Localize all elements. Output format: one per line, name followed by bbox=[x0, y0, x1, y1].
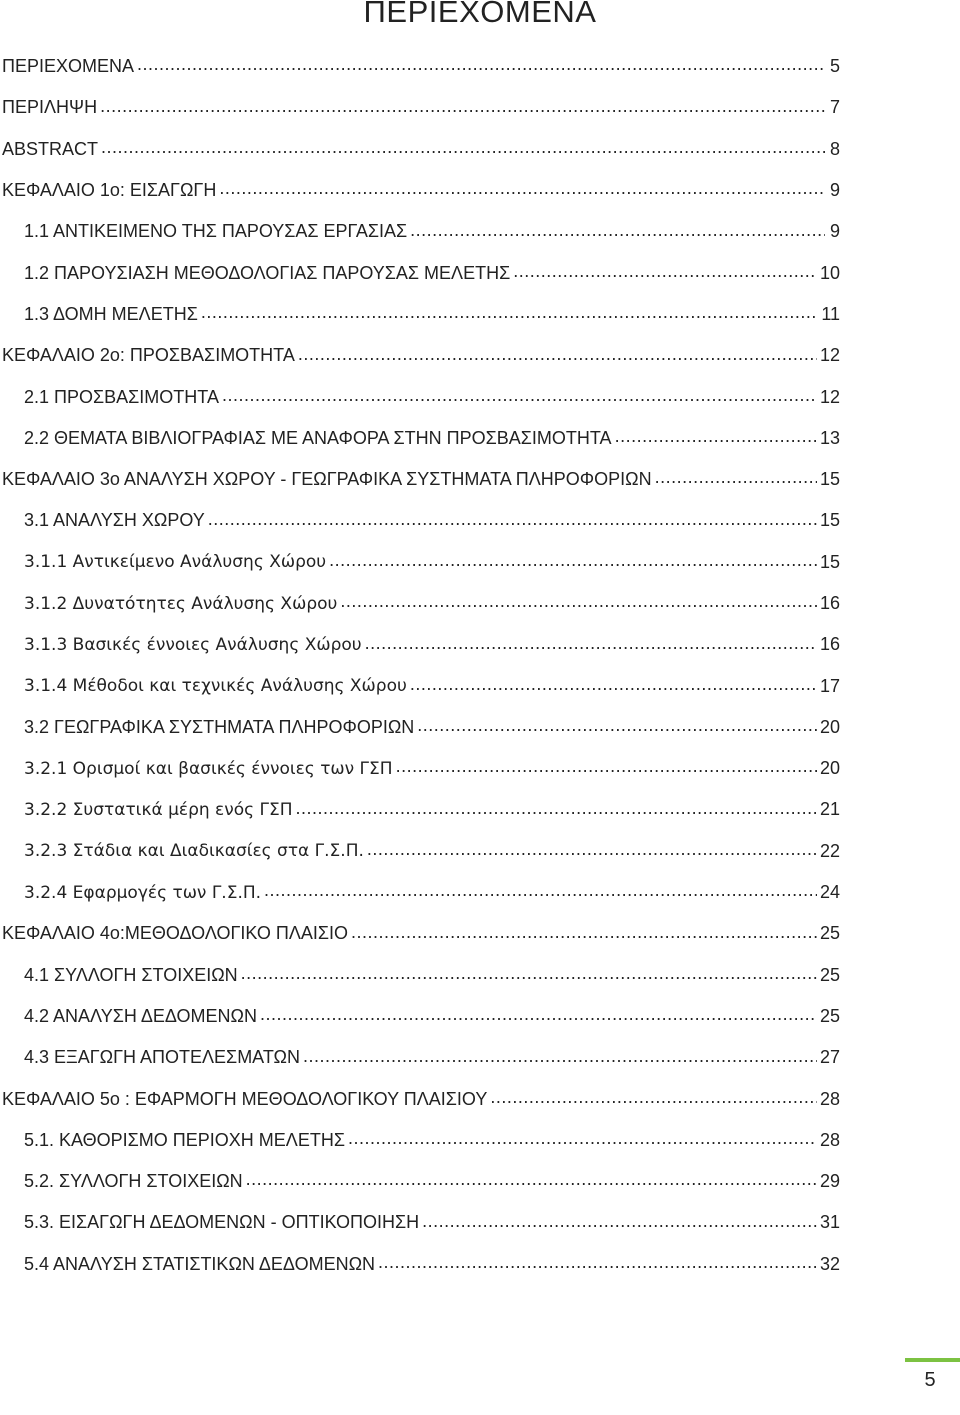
toc-entry-label: ΚΕΦΑΛΑΙΟ 2ο: ΠΡΟΣΒΑΣΙΜΟΤΗΤΑ bbox=[2, 345, 295, 366]
toc-entry-page: 15 bbox=[819, 469, 840, 490]
toc-entry-label: 2.1 ΠΡΟΣΒΑΣΙΜΟΤΗΤΑ bbox=[24, 386, 219, 407]
toc-entry-label: ΚΕΦΑΛΑΙΟ 5ο : ΕΦΑΡΜΟΓΗ ΜΕΘΟΔΟΛΟΓΙΚΟΥ ΠΛΑΙΣΙΟΥ bbox=[2, 1088, 488, 1109]
toc-entry-page: 16 bbox=[819, 634, 840, 655]
toc-entry[interactable] bbox=[0, 624, 840, 665]
toc-entry[interactable] bbox=[0, 170, 840, 211]
toc-entry-page: 7 bbox=[829, 97, 840, 118]
toc-entry[interactable] bbox=[0, 500, 840, 541]
toc-entry-page: 27 bbox=[819, 1047, 840, 1068]
toc-entry[interactable] bbox=[0, 1202, 840, 1243]
toc-entry[interactable] bbox=[0, 1120, 840, 1161]
toc-entry-label: ΠΕΡΙΕΧΟΜΕΝΑ bbox=[2, 56, 135, 77]
toc-entry[interactable] bbox=[0, 583, 840, 624]
dot-leader bbox=[303, 1047, 817, 1069]
dot-leader bbox=[417, 717, 817, 739]
toc-entry-page: 10 bbox=[819, 262, 840, 283]
toc-entry-page: 20 bbox=[819, 758, 840, 779]
dot-leader bbox=[100, 97, 825, 119]
toc-entry-page: 15 bbox=[819, 551, 840, 572]
toc-entry[interactable] bbox=[0, 376, 840, 417]
toc-entry-label: 3.1.1 Αντικείμενο Ανάλυσης Χώρου bbox=[24, 552, 327, 573]
toc-entry[interactable] bbox=[0, 955, 840, 996]
toc-entry-page: 5 bbox=[829, 56, 840, 77]
toc-entry-label: ABSTRACT bbox=[2, 138, 99, 159]
toc-entry-label: 3.2.3 Στάδια και Διαδικασίες στα Γ.Σ.Π. bbox=[24, 841, 364, 862]
toc-entry-page: 22 bbox=[819, 840, 840, 861]
toc-entry-label: 5.1. ΚΑΘΟΡΙΣΜΟ ΠΕΡΙΟΧΗ ΜΕΛΕΤΗΣ bbox=[24, 1129, 345, 1150]
dot-leader bbox=[410, 221, 825, 243]
dot-leader bbox=[340, 593, 817, 615]
dot-leader bbox=[365, 634, 817, 656]
dot-leader bbox=[367, 840, 817, 862]
toc-entry-page: 16 bbox=[819, 593, 840, 613]
toc-entry-page: 25 bbox=[819, 1005, 840, 1026]
dot-leader bbox=[351, 923, 817, 945]
dot-leader bbox=[615, 428, 817, 450]
toc-entry-page: 24 bbox=[819, 882, 840, 903]
toc-entry-label: 1.3 ΔΟΜΗ ΜΕΛΕΤΗΣ bbox=[24, 303, 198, 324]
toc-entry-page: 28 bbox=[819, 1088, 840, 1109]
toc-entry-page: 9 bbox=[829, 180, 840, 201]
toc-entry[interactable] bbox=[0, 789, 840, 830]
toc-entry-page: 15 bbox=[819, 510, 840, 531]
toc-entry-page: 17 bbox=[819, 675, 840, 696]
toc-entry[interactable] bbox=[0, 129, 840, 170]
toc-entry-label: 1.2 ΠΑΡΟΥΣΙΑΣΗ ΜΕΘΟΔΟΛΟΓΙΑΣ ΠΑΡΟΥΣΑΣ ΜΕΛΕΤΗΣ bbox=[24, 262, 511, 283]
toc-entry[interactable] bbox=[0, 1161, 840, 1202]
dot-leader bbox=[490, 1088, 817, 1110]
toc-entry-label: ΚΕΦΑΛΑΙΟ 3ο ΑΝΑΛΥΣΗ ΧΩΡΟΥ - ΓΕΩΓΡΑΦΙΚΑ ΣΥΣΤΗΜΑΤΑ ΠΛΗΡΟΦΟΡΙΩΝ bbox=[2, 469, 652, 490]
dot-leader bbox=[246, 1171, 817, 1193]
dot-leader bbox=[241, 964, 817, 986]
toc-entry-page: 20 bbox=[819, 716, 840, 737]
dot-leader bbox=[137, 56, 825, 78]
dot-leader bbox=[260, 1006, 817, 1028]
dot-leader bbox=[329, 551, 817, 573]
toc-entry-label: 3.1 ΑΝΑΛΥΣΗ ΧΩΡΟΥ bbox=[24, 510, 205, 531]
toc-entry-page: 11 bbox=[821, 303, 840, 324]
toc-entry[interactable] bbox=[0, 996, 840, 1037]
toc-entry-page: 21 bbox=[819, 799, 840, 820]
toc-entry-page: 12 bbox=[819, 345, 840, 366]
toc-entry-label: 3.1.4 Μέθοδοι και τεχνικές Ανάλυσης Χώρου bbox=[24, 676, 407, 697]
dot-leader bbox=[348, 1130, 817, 1152]
toc-entry-page: 25 bbox=[819, 964, 840, 985]
dot-leader bbox=[264, 882, 817, 904]
toc-entry-label: 4.3 ΕΞΑΓΩΓΗ ΑΠΟΤΕΛΕΣΜΑΤΩΝ bbox=[24, 1047, 300, 1068]
toc-entry-label: ΠΕΡΙΛΗΨΗ bbox=[2, 97, 98, 118]
toc-entry-page: 29 bbox=[819, 1171, 840, 1192]
dot-leader bbox=[208, 510, 817, 532]
toc-entry-label: 1.1 ΑΝΤΙΚΕΙΜΕΝΟ ΤΗΣ ΠΑΡΟΥΣΑΣ ΕΡΓΑΣΙΑΣ bbox=[24, 221, 408, 242]
toc-entry-label: 3.2.4 Εφαρμογές των Γ.Σ.Π. bbox=[24, 882, 262, 903]
toc-entry-label: 3.2.1 Ορισμοί και βασικές έννοιες των ΓΣΠ bbox=[24, 758, 393, 779]
toc-entry[interactable] bbox=[0, 707, 840, 748]
toc-entry[interactable] bbox=[0, 872, 840, 913]
dot-leader bbox=[219, 180, 825, 202]
toc-entry-label: ΚΕΦΑΛΑΙΟ 1ο: ΕΙΣΑΓΩΓΗ bbox=[2, 180, 217, 201]
toc-entry[interactable] bbox=[0, 665, 840, 706]
toc-entry[interactable] bbox=[0, 211, 840, 252]
dot-leader bbox=[101, 138, 825, 160]
toc-entry[interactable] bbox=[0, 913, 840, 954]
toc-entry-label: 5.4 ΑΝΑΛΥΣΗ ΣΤΑΤΙΣΤΙΚΩΝ ΔΕΔΟΜΕΝΩΝ bbox=[24, 1253, 376, 1274]
page-number: 5 bbox=[924, 1369, 936, 1391]
toc-entry[interactable] bbox=[0, 418, 840, 459]
dot-leader bbox=[296, 799, 817, 821]
dot-leader bbox=[422, 1212, 817, 1234]
toc-entry-label: 5.2. ΣΥΛΛΟΓΗ ΣΤΟΙΧΕΙΩΝ bbox=[24, 1171, 243, 1192]
toc-entry-label: ΚΕΦΑΛΑΙΟ 4ο:ΜΕΘΟΔΟΛΟΓΙΚΟ ΠΛΑΙΣΙΟ bbox=[2, 923, 349, 944]
toc-entry[interactable] bbox=[0, 1037, 840, 1078]
dot-leader bbox=[201, 304, 818, 326]
toc-entry[interactable] bbox=[0, 335, 840, 376]
toc-entry-label: 3.2 ΓΕΩΓΡΑΦΙΚΑ ΣΥΣΤΗΜΑΤΑ ΠΛΗΡΟΦΟΡΙΩΝ bbox=[24, 716, 415, 737]
toc-entry-label: 3.2.2 Συστατικά μέρη ενός ΓΣΠ bbox=[24, 799, 293, 820]
toc-entry[interactable] bbox=[0, 252, 840, 293]
toc-entry-page: 25 bbox=[819, 923, 840, 944]
dot-leader bbox=[410, 675, 817, 697]
dot-leader bbox=[222, 386, 817, 408]
toc-entry-page: 28 bbox=[819, 1129, 840, 1150]
toc-entry-page: 12 bbox=[819, 386, 840, 407]
toc-entry[interactable] bbox=[0, 831, 840, 872]
dot-leader bbox=[298, 345, 817, 367]
toc-entry[interactable] bbox=[0, 459, 840, 500]
page-title: ΠΕΡΙΕΧΟΜΕΝΑ bbox=[363, 0, 597, 29]
toc-entry-label: 5.3. ΕΙΣΑΓΩΓΗ ΔΕΔΟΜΕΝΩΝ - ΟΠΤΙΚΟΠΟΙΗΣΗ bbox=[24, 1212, 420, 1233]
toc-entry-page: 13 bbox=[819, 427, 840, 448]
toc-entry-label: 2.2 ΘΕΜΑΤΑ ΒΙΒΛΙΟΓΡΑΦΙΑΣ ΜΕ ΑΝΑΦΟΡΑ ΣΤΗΝ ΠΡΟΣΒΑΣΙΜΟΤΗΤΑ bbox=[24, 427, 612, 448]
dot-leader bbox=[655, 469, 817, 491]
table-of-contents bbox=[0, 46, 840, 1285]
dot-leader bbox=[396, 758, 817, 780]
toc-entry-label: 3.1.2 Δυνατότητες Ανάλυσης Χώρου bbox=[24, 593, 338, 614]
toc-entry-page: 8 bbox=[829, 138, 840, 159]
dot-leader bbox=[378, 1253, 817, 1275]
toc-entry-page: 9 bbox=[829, 221, 840, 242]
toc-entry[interactable] bbox=[0, 1078, 840, 1119]
toc-entry[interactable] bbox=[0, 46, 840, 87]
toc-entry[interactable] bbox=[0, 748, 840, 789]
toc-entry[interactable] bbox=[0, 87, 840, 128]
toc-entry-label: 3.1.3 Βασικές έννοιες Ανάλυσης Χώρου bbox=[24, 634, 362, 655]
toc-entry-page: 32 bbox=[819, 1253, 840, 1274]
toc-entry[interactable] bbox=[0, 294, 840, 335]
toc-entry-label: 4.1 ΣΥΛΛΟΓΗ ΣΤΟΙΧΕΙΩΝ bbox=[24, 964, 238, 985]
toc-entry[interactable] bbox=[0, 1244, 840, 1285]
toc-entry[interactable] bbox=[0, 542, 840, 583]
toc-entry-label: 4.2 ΑΝΑΛΥΣΗ ΔΕΔΟΜΕΝΩΝ bbox=[24, 1005, 257, 1026]
dot-leader bbox=[513, 262, 817, 284]
toc-entry-page: 31 bbox=[819, 1212, 840, 1233]
